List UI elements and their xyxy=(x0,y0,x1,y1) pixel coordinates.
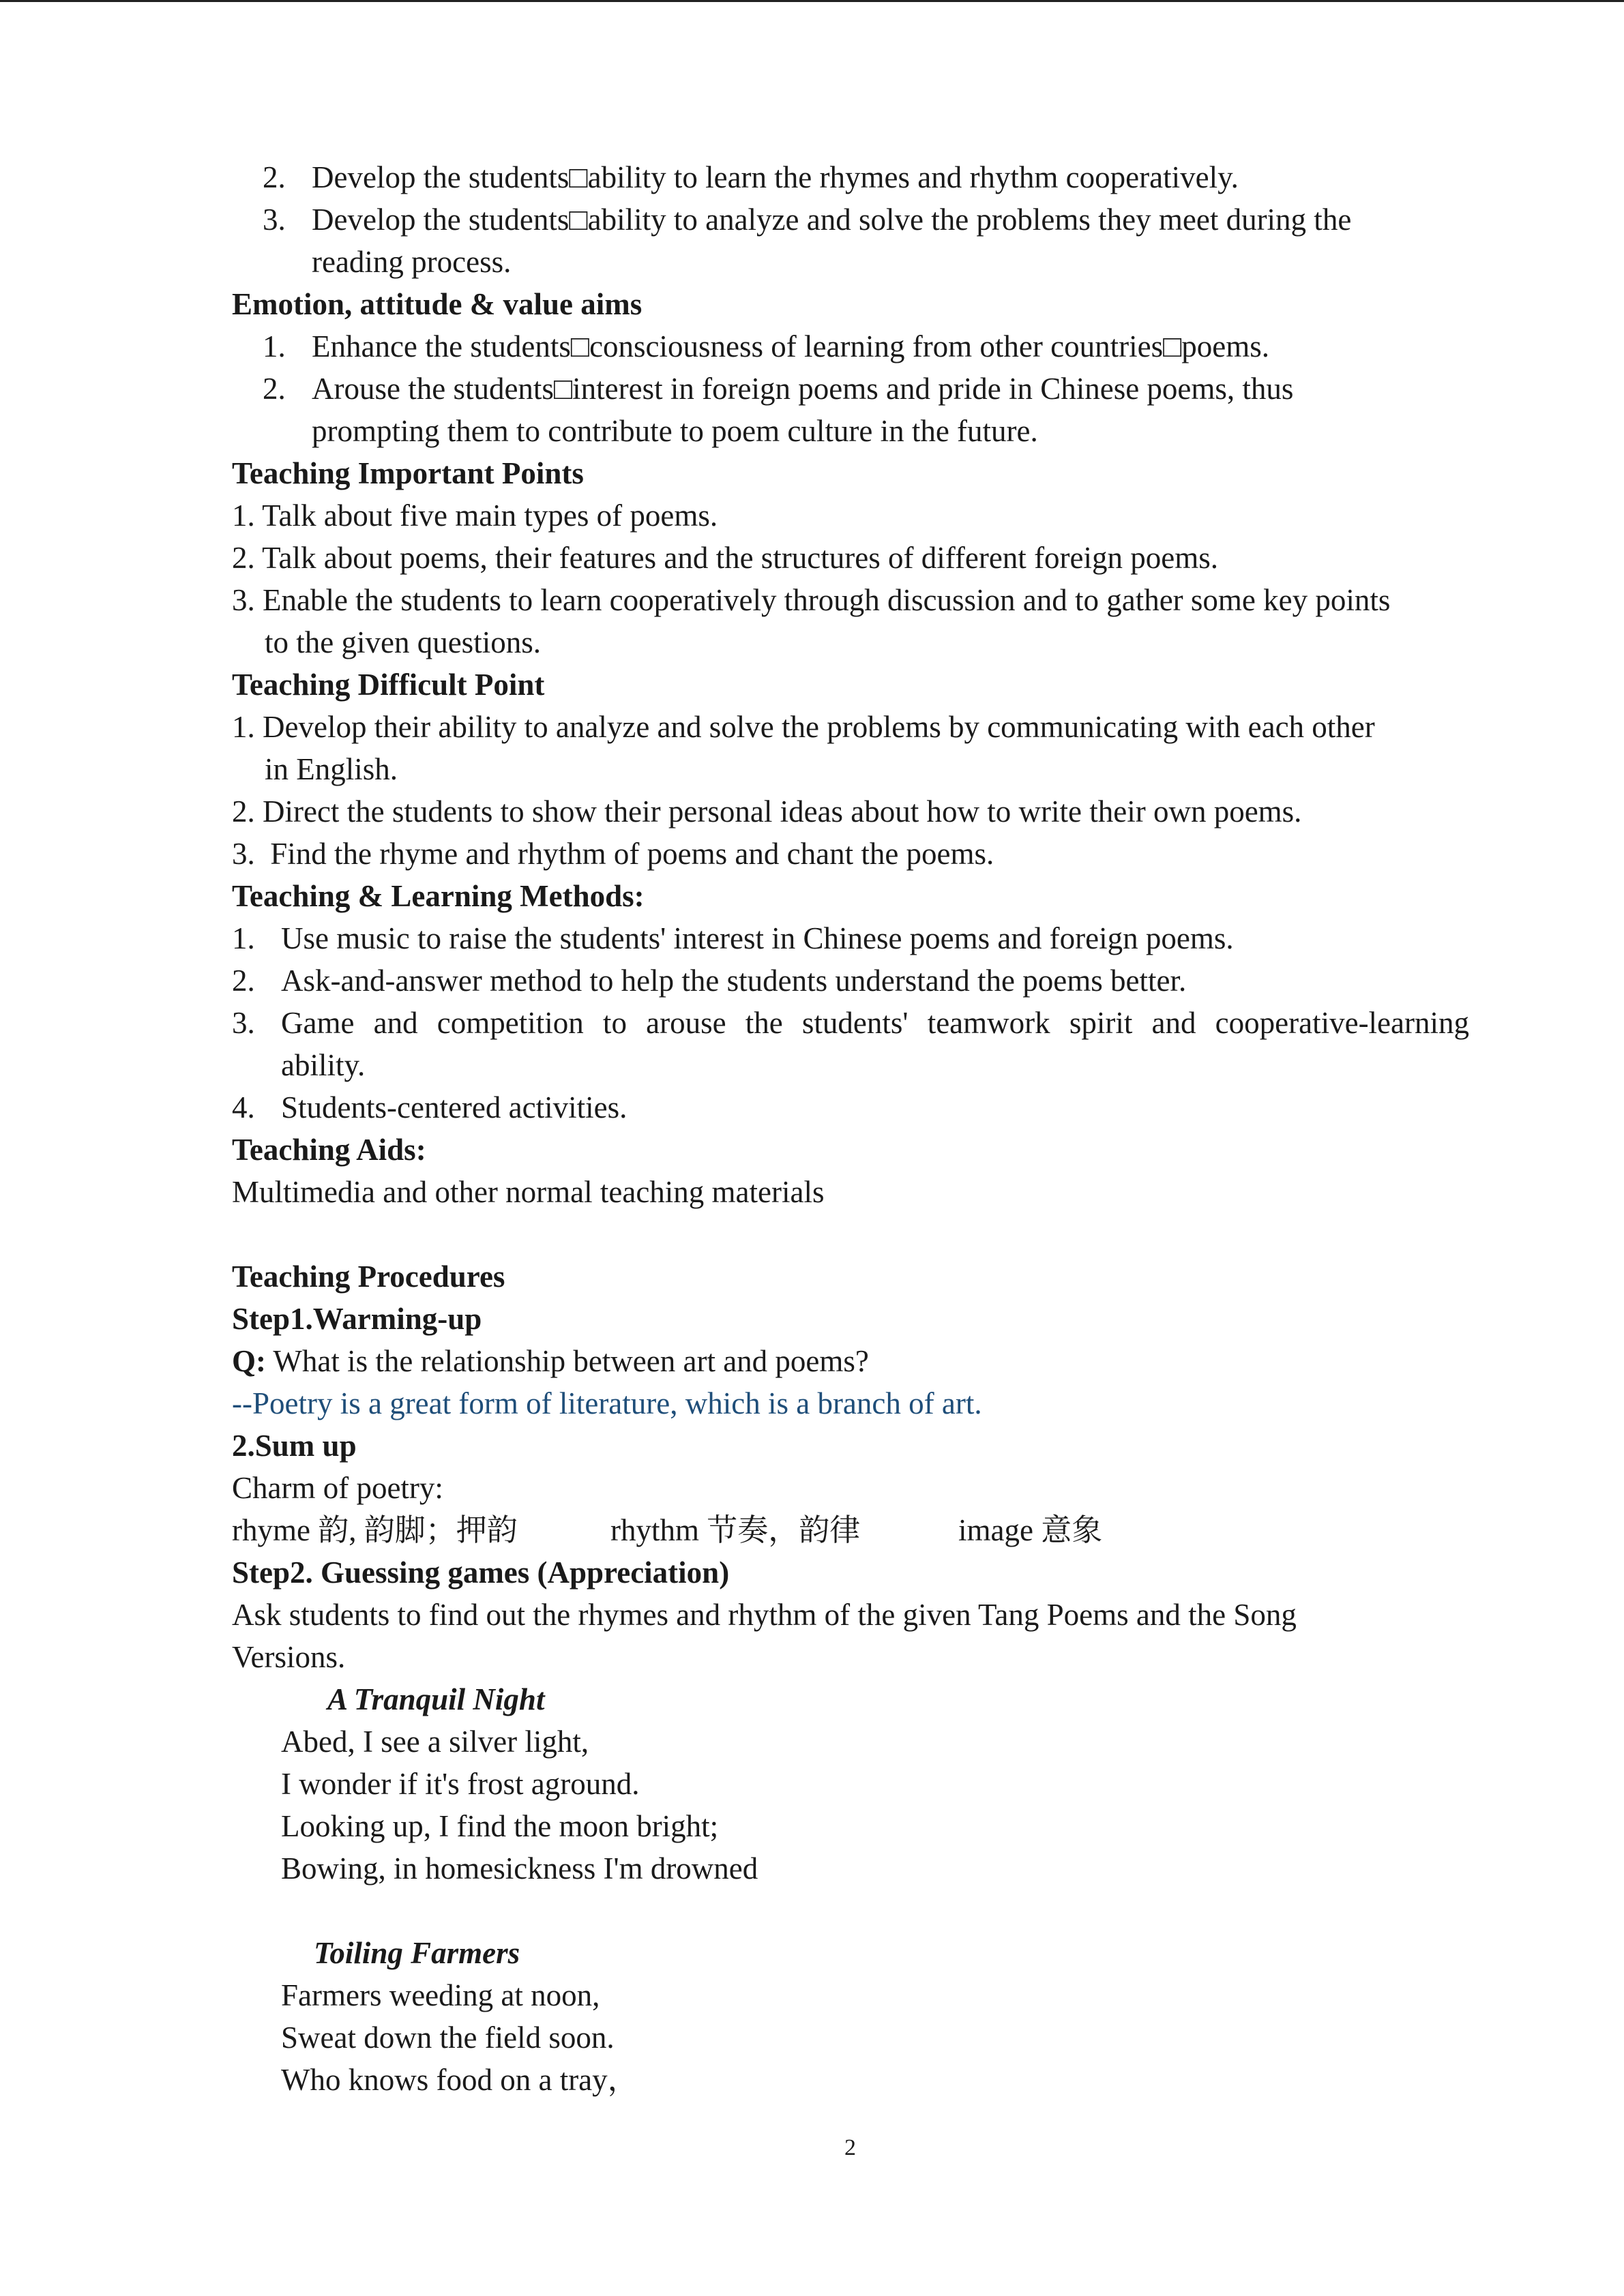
poem-line: Farmers weeding at noon, xyxy=(281,1978,600,2012)
list-item-continuation: prompting them to contribute to poem culture in the future. xyxy=(312,414,1038,448)
list-item: 1. Develop their ability to analyze and solve the problems by communicating with each other xyxy=(232,710,1375,744)
list-number: 2. xyxy=(263,372,286,406)
aids-text: Multimedia and other normal teaching materials xyxy=(232,1175,825,1209)
list-item: 2. Talk about poems, their features and the structures of different foreign poems. xyxy=(232,541,1218,575)
section-heading-difficult-point: Teaching Difficult Point xyxy=(232,668,545,702)
term-image: image 意象 xyxy=(958,1513,1103,1547)
step1-heading: Step1.Warming-up xyxy=(232,1302,482,1336)
list-number: 4. xyxy=(232,1090,255,1124)
list-item-continuation: reading process. xyxy=(312,245,512,279)
list-item: Develop the students□ability to learn the rhymes and rhythm cooperatively. xyxy=(312,160,1239,194)
section-heading-methods: Teaching & Learning Methods: xyxy=(232,879,645,913)
list-item: Game and competition to arouse the students' teamwork spirit and cooperative-learning xyxy=(281,1006,1469,1040)
poem-line: I wonder if it's frost aground. xyxy=(281,1767,640,1801)
section-heading-emotion: Emotion, attitude & value aims xyxy=(232,287,643,321)
section-heading-important-points: Teaching Important Points xyxy=(232,456,584,490)
question-line xyxy=(232,1341,869,1382)
section-heading-aids: Teaching Aids: xyxy=(232,1133,426,1167)
step2-heading: Step2. Guessing games (Appreciation) xyxy=(232,1555,730,1590)
list-item: 1. Talk about five main types of poems. xyxy=(232,498,718,533)
step2-text: Ask students to find out the rhymes and rhythm of the given Tang Poems and the Song xyxy=(232,1598,1297,1632)
step2-text-continuation: Versions. xyxy=(232,1640,346,1674)
answer-text: --Poetry is a great form of literature, which is a branch of art. xyxy=(232,1386,982,1420)
term-rhyme: rhyme 韵, 韵脚；押韵 xyxy=(232,1513,518,1547)
list-item-continuation: to the given questions. xyxy=(265,625,541,659)
list-number: 1. xyxy=(232,921,255,955)
list-item: Students-centered activities. xyxy=(281,1090,628,1124)
poem-line: Sweat down the field soon. xyxy=(281,2021,615,2055)
list-item-continuation: ability. xyxy=(281,1048,366,1082)
poem-line: Bowing, in homesickness I'm drowned xyxy=(281,1851,758,1885)
question-label: Q: xyxy=(232,1344,266,1378)
list-number: 3. xyxy=(232,1006,255,1040)
list-item-continuation: in English. xyxy=(265,752,398,786)
list-item: Develop the students□ability to analyze and solve the problems they meet during the xyxy=(312,203,1352,237)
section-heading-procedures: Teaching Procedures xyxy=(232,1259,505,1294)
poem-line: Abed, I see a silver light, xyxy=(281,1725,589,1759)
list-number: 3. xyxy=(263,203,286,237)
list-number: 1. xyxy=(263,329,286,363)
list-item: Use music to raise the students' interest in Chinese poems and foreign poems. xyxy=(281,921,1234,955)
poem-line: Looking up, I find the moon bright; xyxy=(281,1809,719,1843)
list-item: 2. Direct the students to show their personal ideas about how to write their own poems. xyxy=(232,794,1302,829)
list-item: 3. Enable the students to learn cooperatively through discussion and to gather some key points xyxy=(232,583,1391,617)
poem-line: Who knows food on a tray， xyxy=(281,2063,638,2097)
list-number: 2. xyxy=(232,964,255,998)
sumup-heading: 2.Sum up xyxy=(232,1429,357,1463)
charm-label: Charm of poetry: xyxy=(232,1471,443,1505)
list-item: 3. Find the rhyme and rhythm of poems and chant the poems. xyxy=(232,837,994,871)
list-number: 2. xyxy=(263,160,286,194)
list-item: Ask-and-answer method to help the students understand the poems better. xyxy=(281,964,1187,998)
question-text: What is the relationship between art and poems? xyxy=(266,1344,869,1378)
page-number: 2 xyxy=(844,2135,856,2160)
list-item: Enhance the students□consciousness of learning from other countries□poems. xyxy=(312,329,1270,363)
poem-title: A Tranquil Night xyxy=(327,1682,545,1716)
poem-title: Toiling Farmers xyxy=(314,1936,520,1970)
list-item: Arouse the students□interest in foreign poems and pride in Chinese poems, thus xyxy=(312,372,1294,406)
term-rhythm: rhythm 节奏，韵律 xyxy=(610,1513,861,1547)
